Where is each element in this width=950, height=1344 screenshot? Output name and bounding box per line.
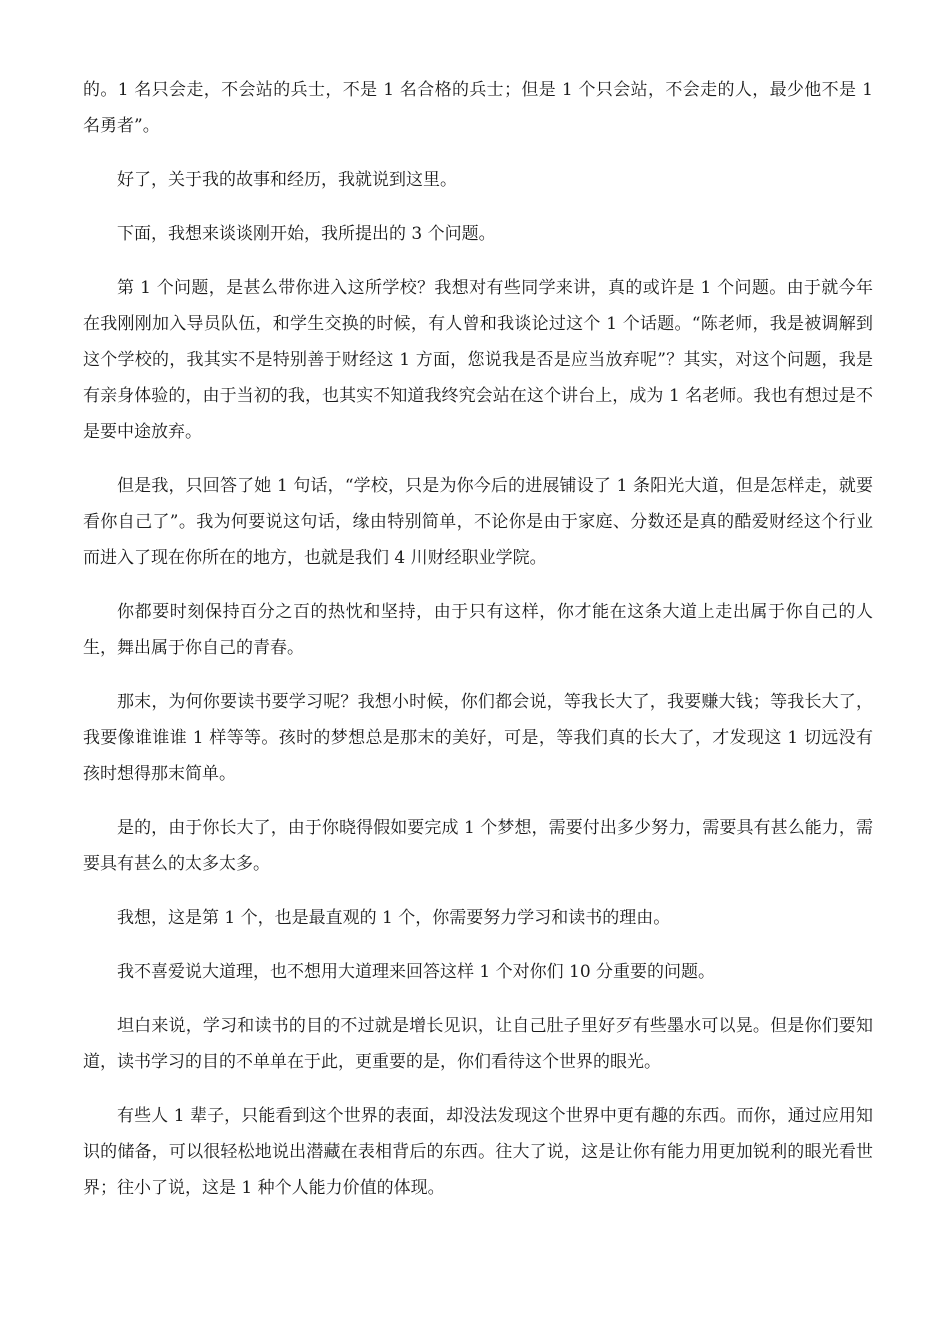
paragraph-10: 我不喜爱说大道理，也不想用大道理来回答这样 1 个对你们 10 分重要的问题。 bbox=[117, 962, 716, 982]
paragraph-9: 我想，这是第 1 个，也是最直观的 1 个，你需要努力学习和读书的理由。 bbox=[117, 908, 671, 928]
paragraph-12: 有些人 1 辈子，只能看到这个世界的表面，却没法发现这个世界中更有趣的东西。而你，通过应用知识的储备，可以很轻松地说出潜藏在表相背后的东西。往大了说，这是让你有能力用更加锐利的眼光看世界；往小了说，这是 1 种个人能力价值的体现。 bbox=[83, 1106, 873, 1198]
paragraph-5: 但是我，只回答了她 1 句话，“学校，只是为你今后的进展铺设了 1 条阳光大道，但是怎样走，就要看你自己了”。我为何要说这句话，缘由特别简单，不论你是由于家庭、分数还是真的酷爱财经这个行业而进入了现在你所在的地方，也就是我们 4 川财经职业学院。 bbox=[83, 476, 873, 568]
paragraph-8: 是的，由于你长大了，由于你晓得假如要完成 1 个梦想，需要付出多少努力，需要具有甚么能力，需要具有甚么的太多太多。 bbox=[83, 818, 873, 874]
paragraph-3: 下面，我想来谈谈刚开始，我所提出的 3 个问题。 bbox=[117, 224, 496, 244]
paragraph-4: 第 1 个问题，是甚么带你进入这所学校？我想对有些同学来讲，真的或许是 1 个问题。由于就今年在我刚刚加入导员队伍，和学生交换的时候，有人曾和我谈论过这个 1 个话题。“陈老师，我是被调解到这个学校的，我其实不是特别善于财经这 1 方面，您说我是否是应当放弃呢”？其实，对这个问题，我是有亲身体验的，由于当初的我，也其实不知道我终究会站在这个讲台上，成为 1 名老师。我也有想过是不是要中途放弃。 bbox=[83, 278, 873, 442]
paragraph-6: 你都要时刻保持百分之百的热忱和坚持，由于只有这样，你才能在这条大道上走出属于你自己的人生，舞出属于你自己的青春。 bbox=[83, 602, 873, 658]
paragraph-7: 那末，为何你要读书要学习呢？我想小时候，你们都会说，等我长大了，我要赚大钱；等我长大了，我要像谁谁谁 1 样等等。孩时的梦想总是那末的美好，可是，等我们真的长大了，才发现这 1 切远没有孩时想得那末简单。 bbox=[83, 692, 873, 784]
paragraph-1: 的。1 名只会走，不会站的兵士，不是 1 名合格的兵士；但是 1 个只会站，不会走的人，最少他不是 1 名勇者”。 bbox=[83, 80, 873, 136]
paragraph-2: 好了，关于我的故事和经历，我就说到这里。 bbox=[117, 170, 457, 190]
document-body bbox=[83, 72, 873, 1224]
paragraph-11: 坦白来说，学习和读书的目的不过就是增长见识，让自己肚子里好歹有些墨水可以晃。但是你们要知道，读书学习的目的不单单在于此，更重要的是，你们看待这个世界的眼光。 bbox=[83, 1016, 873, 1072]
